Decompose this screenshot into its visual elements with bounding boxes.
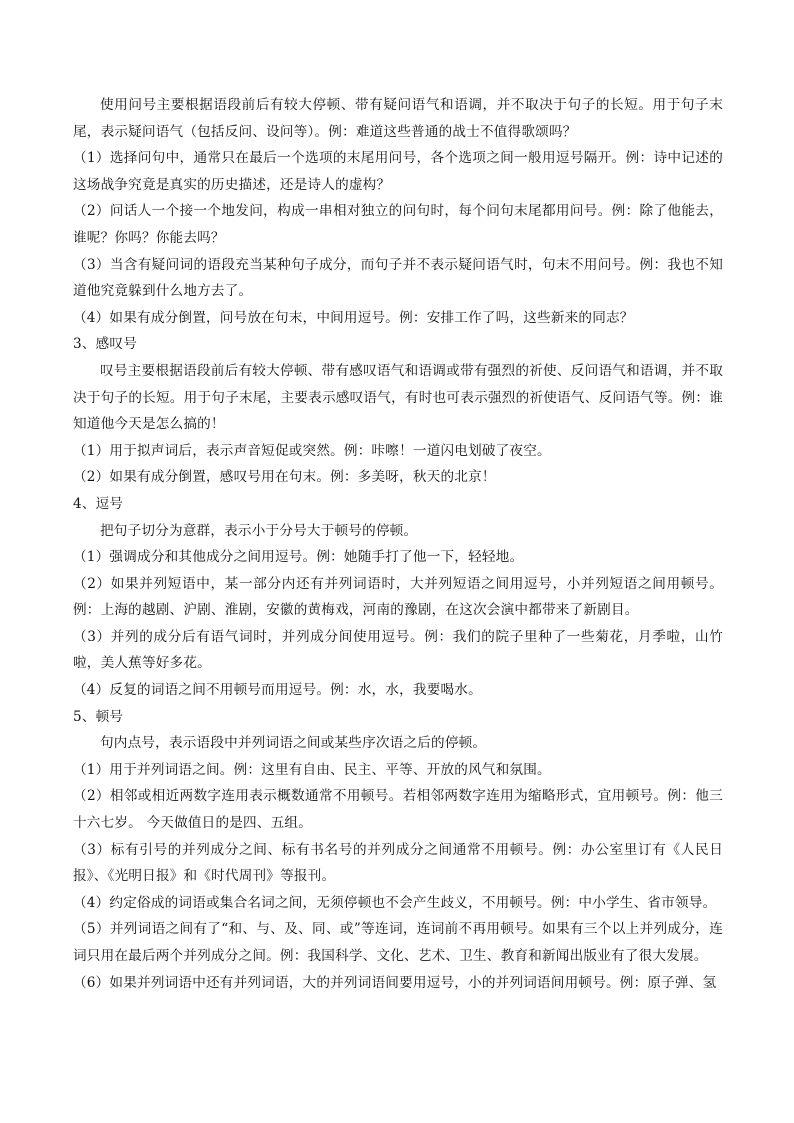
question-mark-intro: 使用问号主要根据语段前后有较大停顿、带有疑问语气和语调，并不取决于句子的长短。用于句子末尾，表示疑问语气（包括反问、设问等）。例：难道这些普通的战士不值得歌颂吗？ <box>73 97 723 140</box>
section-heading-exclamation: 3、感叹号 <box>73 336 138 353</box>
comma-rule-2: （2）如果并列短语中，某一部分内还有并列词语时，大并列短语之间用逗号，小并列短语之间用顿号。例：上海的越剧、沪剧、淮剧，安徽的黄梅戏，河南的豫剧，在这次会演中都带来了新剧目。 <box>73 575 723 619</box>
document-body <box>73 92 723 996</box>
exclamation-rule-1: （1）用于拟声词后，表示声音短促或突然。例：咔嚓！一道闪电划破了夜空。 <box>73 442 551 459</box>
enumeration-comma-rule-4: （4）约定俗成的词语或集合名词之间，无须停顿也不会产生歧义，不用顿号。例：中小学生、省市领导。 <box>73 894 717 911</box>
exclamation-rule-2: （2）如果有成分倒置，感叹号用在句末。例：多美呀，秋天的北京！ <box>73 469 496 486</box>
question-mark-rule-4: （4）如果有成分倒置，问号放在句末，中间用逗号。例：安排工作了吗，这些新来的同志？ <box>73 309 634 326</box>
enumeration-comma-intro: 句内点号，表示语段中并列词语之间或某些序次语之后的停顿。 <box>100 735 487 752</box>
enumeration-comma-rule-2: （2）相邻或相近两数字连用表示概数通常不用顿号。若相邻两数字连用为缩略形式，宜用顿号。例：他三十六七岁。 今天做值日的是四、五组。 <box>73 788 723 832</box>
enumeration-comma-rule-5: （5）并列词语之间有了“和、与、及、同、或”等连词，连词前不再用顿号。如果有三个以上并列成分，连词只用在最后两个并列成分之间。例：我国科学、文化、艺术、卫生、教育和新闻出版业有了很大发展。 <box>73 921 723 964</box>
section-heading-comma: 4、逗号 <box>73 495 124 512</box>
enumeration-comma-rule-1: （1）用于并列词语之间。例：这里有自由、民主、平等、开放的风气和氛围。 <box>73 761 551 778</box>
comma-intro: 把句子切分为意群，表示小于分号大于顿号的停顿。 <box>100 522 418 539</box>
section-heading-enumeration-comma: 5、顿号 <box>73 708 124 725</box>
question-mark-rule-3: （3）当含有疑问词的语段充当某种句子成分，而句子并不表示疑问语气时，句末不用问号。例：我也不知道他究竟躲到什么地方去了。 <box>73 256 723 300</box>
comma-rule-1: （1）强调成分和其他成分之间用逗号。例：她随手打了他一下，轻轻地。 <box>73 549 524 566</box>
question-mark-rule-1: （1）选择问句中，通常只在最后一个选项的末尾用问号，各个选项之间一般用逗号隔开。例：诗中记述的这场战争究竟是真实的历史描述，还是诗人的虚构？ <box>73 150 723 193</box>
question-mark-rule-2: （2）问话人一个接一个地发问，构成一串相对独立的问句时，每个问句末尾都用问号。例：除了他能去，谁呢？你吗？你能去吗？ <box>73 203 723 246</box>
comma-rule-4: （4）反复的词语之间不用顿号而用逗号。例：水，水，我要喝水。 <box>73 682 482 699</box>
enumeration-comma-rule-6: （6）如果并列词语中还有并列词语，大的并列词语间要用逗号，小的并列词语间用顿号。例：原子弹、氢 <box>73 974 717 991</box>
comma-rule-3: （3）并列的成分后有语气词时，并列成分间使用逗号。例：我们的院子里种了一些菊花，月季啦，山竹啦，美人蕉等好多花。 <box>73 628 723 672</box>
exclamation-intro: 叹号主要根据语段前后有较大停顿、带有感叹语气和语调或带有强烈的祈使、反问语气和语调，并不取决于句子的长短。用于句子末尾，主要表示感叹语气，有时也可表示强烈的祈使语气、反问语气等。例：谁知道他今天是怎么搞的！ <box>73 362 723 433</box>
enumeration-comma-rule-3: （3）标有引号的并列成分之间、标有书名号的并列成分之间通常不用顿号。例：办公室里订有《人民日报》、《光明日报》和《时代周刊》等报刊。 <box>73 841 723 885</box>
